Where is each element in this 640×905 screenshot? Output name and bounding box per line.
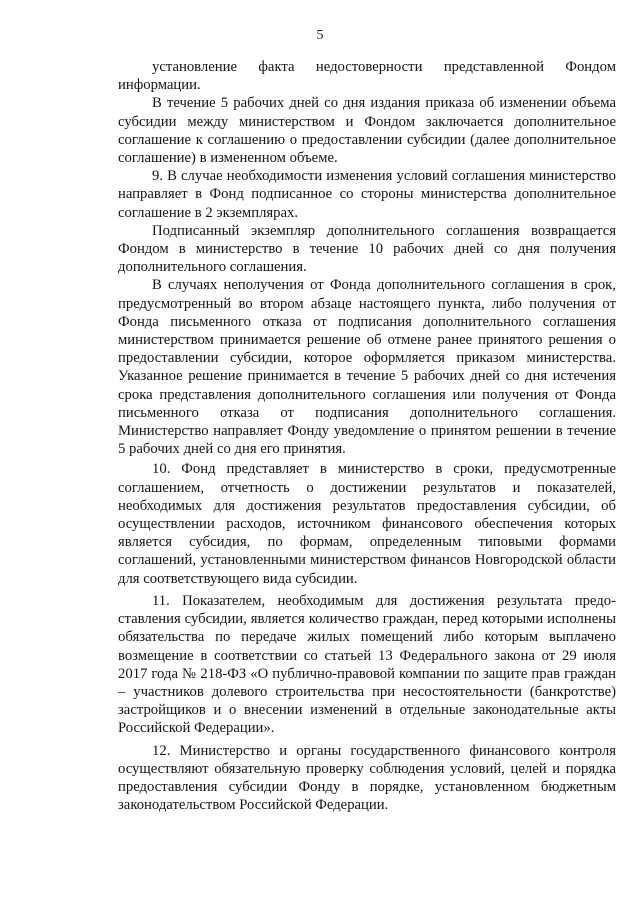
paragraph-item-9: 9. В случае необходимости изменения условий соглашения министерство направляет в Фонд подписанное со стороны министерства дополнительное соглашение в 2 экземплярах. (118, 168, 616, 221)
paragraph-signed-copy: Подписанный экземпляр дополнительного соглашения возвращается Фондом в министерство в течение 10 рабочих дней со дня получения дополнительного соглашения. (118, 222, 616, 276)
page-number: 5 (316, 28, 324, 43)
paragraph-item-11: 11. Показателем, необходимым для достижения результата предоставления субсидии, является количество граждан, перед которыми исполнены обязательства по передаче жилых помещений либо которым выплачено возмещение в соответствии со статьей 13 Федерального закона от 29 июля 2017 года № 218-ФЗ «О публично-правовой компании по защите прав граждан – участников долевого строительства при несостоятельности (банкротстве) застройщиков и о внесении изменений в отдельные законодательные акты Российской Федерации». (118, 592, 616, 737)
paragraph-non-receipt: В случаях неполучения от Фонда дополнительного соглашения в срок, предусмотренный во втором абзаце настоящего пункта, либо получения от Фонда письменного отказа от подписания дополнительного соглашения министерством принимается решение об отмене ранее принятого решения о предоставлении субсидии, которое оформляется приказом министерства. Указанное решение принимается в течение 5 рабочих дней со дня истечения срока представления дополнительного соглашения или получения от Фонда письменного отказа от подписания дополнительного соглашения. Министерство направляет Фонду уведомление о принятом решении в течение 5 рабочих дней со дня его принятия. (118, 277, 616, 458)
paragraph-item-12: 12. Министерство и органы государственного финансового контроля осуществляют обязательную проверку соблюдения условий, целей и порядка предоставления субсидии Фонду в порядке, установленном бюджетным законодательством Российской Федерации. (118, 742, 616, 814)
document-body (118, 58, 616, 814)
paragraph-subsidy-change: В течение 5 рабочих дней со дня издания приказа об изменении объема субсидии между министерством и Фондом заключается дополнительное соглашение к соглашению о предоставлении субсидии (далее дополнительное соглашение) в измененном объеме. (118, 95, 616, 167)
paragraph-continuation: установление факта недостоверности представленной Фондом информации. (118, 59, 616, 94)
paragraph-item-10: 10. Фонд представляет в министерство в сроки, предусмотренные соглашением, отчетность о достижении результатов и показателей, необходимых для достижения результатов предоставления субсидии, об осуществлении расходов, источником финансового обеспечения которых является субсидия, по формам, определенным типовыми формами соглашений, установленными министерством финансов Новгородской области для соответствующего вида субсидии. (118, 461, 616, 587)
